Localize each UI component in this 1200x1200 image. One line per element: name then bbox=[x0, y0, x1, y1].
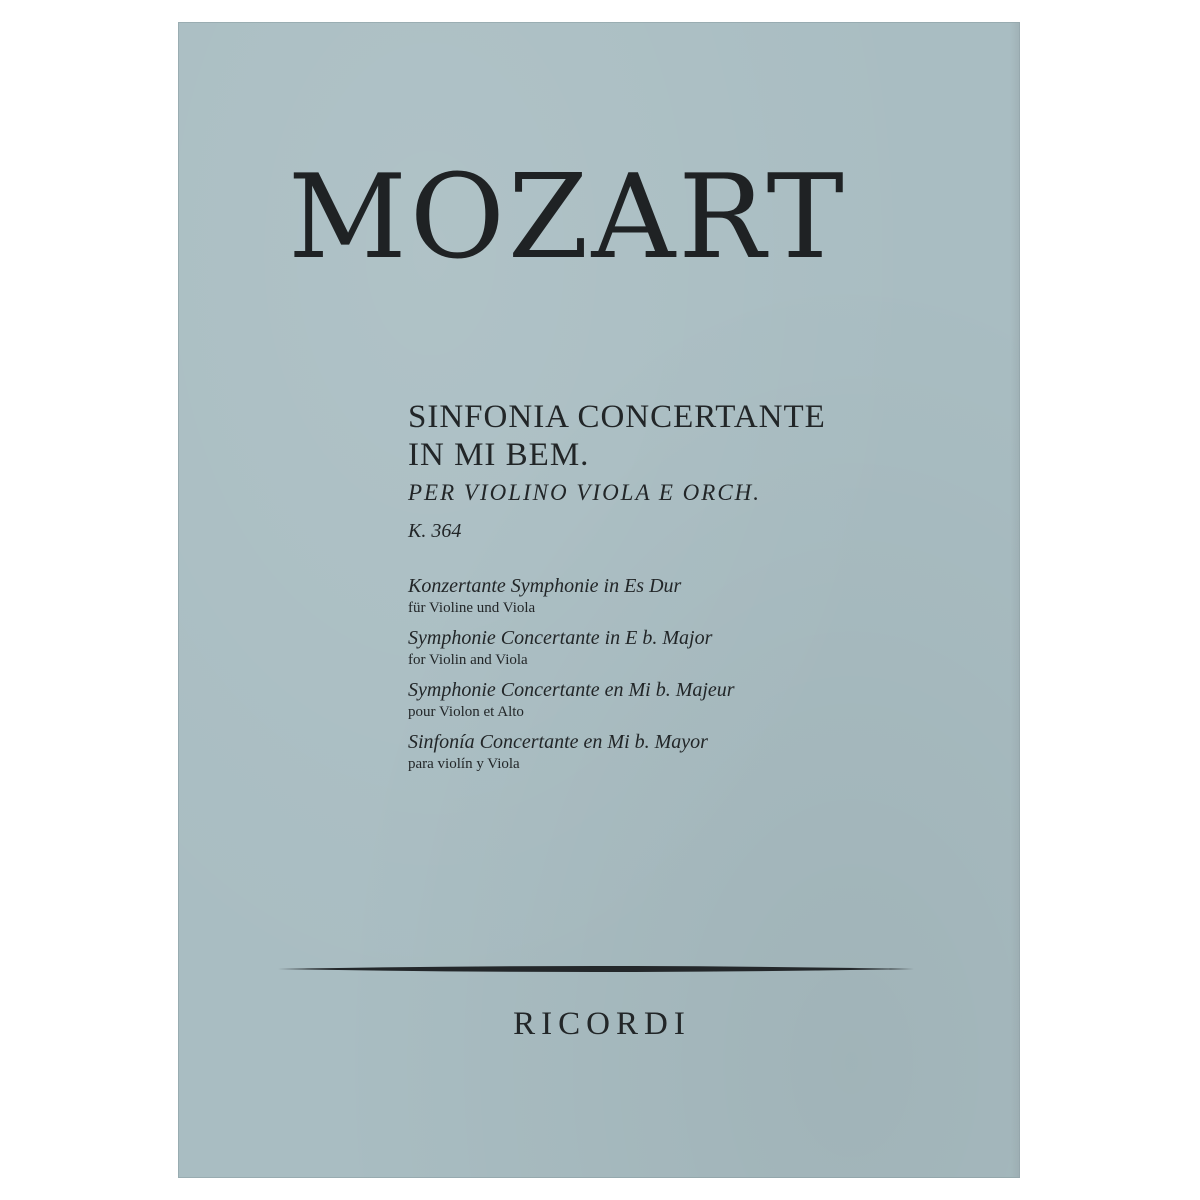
translation-spanish bbox=[408, 730, 826, 774]
translation-subtitle: for Violin and Viola bbox=[408, 652, 528, 668]
title-translations bbox=[408, 574, 826, 774]
work-title-line-2: IN MI BEM. bbox=[408, 437, 590, 473]
translation-subtitle: pour Violon et Alto bbox=[408, 704, 524, 720]
translation-english bbox=[408, 626, 826, 670]
translation-french bbox=[408, 678, 826, 722]
cover-edge-shade bbox=[1010, 22, 1020, 1178]
work-title-line-1: SINFONIA CONCERTANTE bbox=[408, 399, 826, 435]
composer-name: MOZART bbox=[288, 150, 847, 285]
decorative-rule bbox=[278, 962, 914, 976]
score-cover bbox=[178, 22, 1020, 1178]
translation-title: Symphonie Concertante en Mi b. Majeur bbox=[408, 679, 735, 701]
work-title-block bbox=[408, 398, 826, 782]
translation-title: Konzertante Symphonie in Es Dur bbox=[408, 575, 682, 597]
translation-title: Symphonie Concertante in E b. Major bbox=[408, 627, 713, 649]
translation-title: Sinfonía Concertante en Mi b. Mayor bbox=[408, 731, 708, 753]
catalog-number: K. 364 bbox=[408, 520, 462, 542]
instrumentation: PER VIOLINO VIOLA E ORCH. bbox=[408, 480, 762, 505]
publisher-name: RICORDI bbox=[513, 1006, 691, 1042]
translation-german bbox=[408, 574, 826, 618]
translation-subtitle: für Violine und Viola bbox=[408, 600, 536, 616]
translation-subtitle: para violín y Viola bbox=[408, 756, 520, 772]
